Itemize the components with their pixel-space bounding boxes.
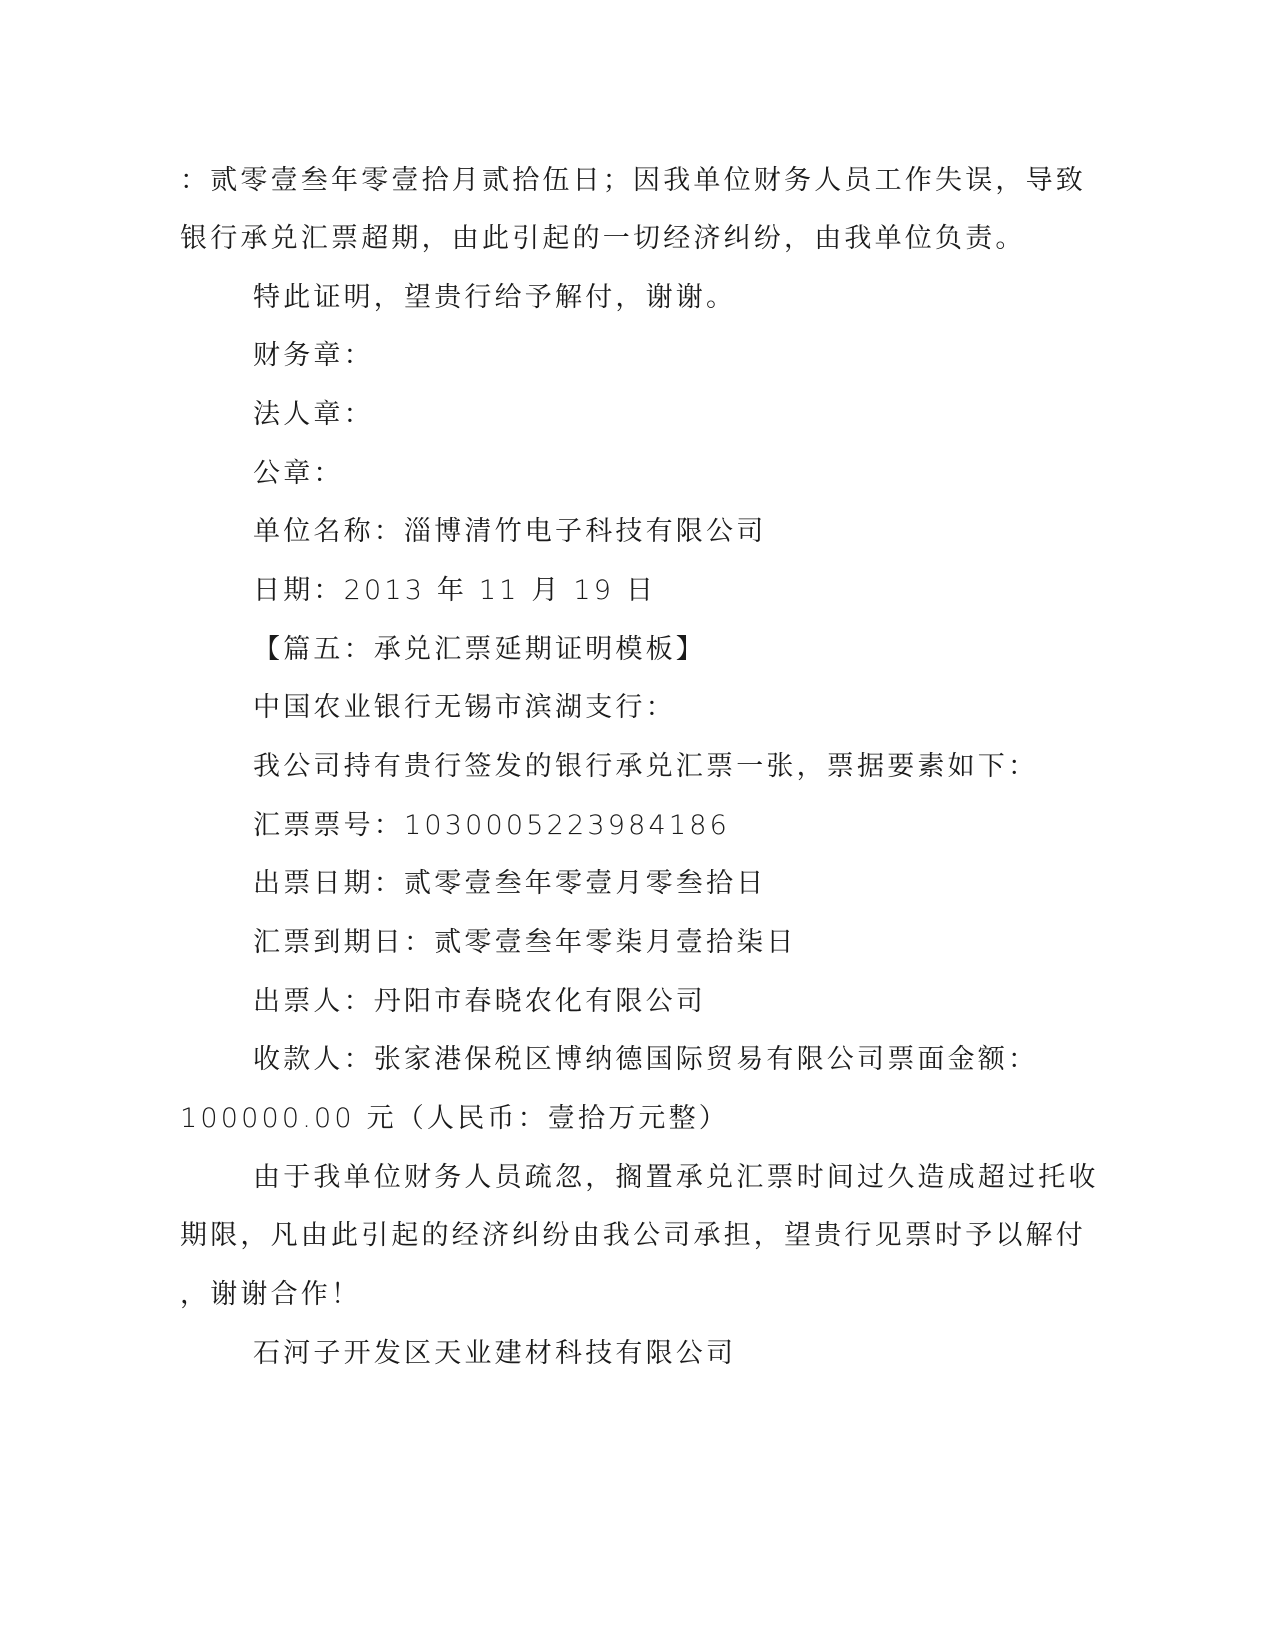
issue-date: 出票日期：贰零壹叁年零壹月零叁拾日 bbox=[253, 868, 767, 899]
explanation-line-1: 由于我单位财务人员疏忽，搁置承兑汇票时间过久造成超过托收 bbox=[253, 1162, 1099, 1193]
explanation-line-2: 期限，凡由此引起的经济纠纷由我公司承担，望贵行见票时予以解付 bbox=[180, 1220, 1086, 1251]
company-seal-label: 公章： bbox=[253, 458, 344, 489]
bill-number: 汇票票号：1030005223984186 bbox=[253, 810, 731, 841]
legal-person-seal-label: 法人章： bbox=[253, 399, 374, 430]
addressee: 中国农业银行无锡市滨湖支行： bbox=[253, 692, 676, 723]
intro-line: 我公司持有贵行签发的银行承兑汇票一张，票据要素如下： bbox=[253, 751, 1039, 782]
signing-company: 石河子开发区天业建材科技有限公司 bbox=[253, 1338, 737, 1369]
date-line: 日期：2013 年 11 月 19 日 bbox=[253, 575, 657, 606]
amount-value: 100000.00 元（人民币：壹拾万元整） bbox=[180, 1103, 729, 1134]
section-heading: 【篇五：承兑汇票延期证明模板】 bbox=[253, 634, 706, 665]
company-name: 单位名称：淄博清竹电子科技有限公司 bbox=[253, 516, 767, 547]
explanation-line-3: ，谢谢合作！ bbox=[180, 1279, 362, 1310]
paragraph-line-2: 银行承兑汇票超期，由此引起的一切经济纠纷，由我单位负责。 bbox=[180, 223, 1026, 254]
due-date: 汇票到期日：贰零壹叁年零柒月壹拾柒日 bbox=[253, 927, 797, 958]
payee-and-amount-label: 收款人：张家港保税区博纳德国际贸易有限公司票面金额： bbox=[253, 1044, 1039, 1075]
closing-request: 特此证明，望贵行给予解付，谢谢。 bbox=[253, 282, 737, 313]
paragraph-line-1: ：贰零壹叁年零壹拾月贰拾伍日；因我单位财务人员工作失误，导致 bbox=[180, 165, 1086, 196]
drawer: 出票人：丹阳市春晓农化有限公司 bbox=[253, 986, 706, 1017]
finance-seal-label: 财务章： bbox=[253, 340, 374, 371]
